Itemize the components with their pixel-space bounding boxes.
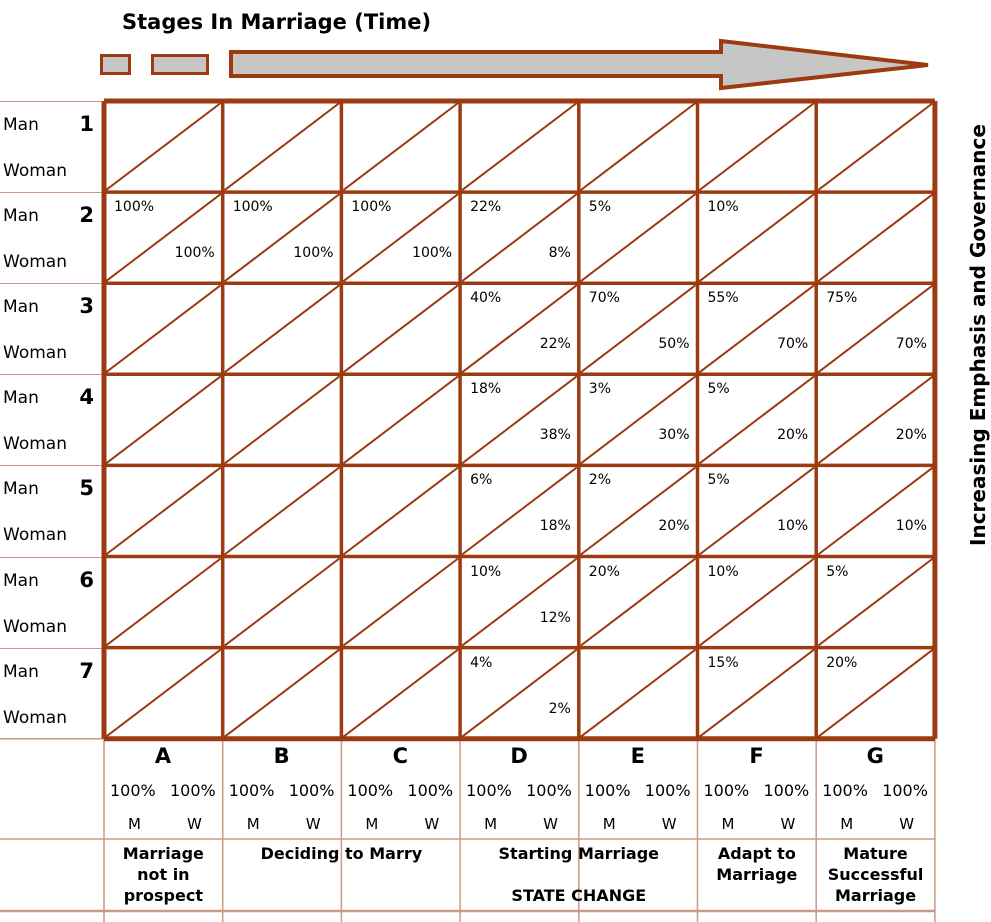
man-label: Man	[3, 388, 39, 409]
cell-diagonal	[462, 103, 577, 190]
row-number: 1	[79, 112, 94, 136]
woman-total: 100%	[170, 781, 216, 800]
man-percent: 100%	[351, 199, 392, 216]
side-axis-title: Increasing Emphasis and Governance	[966, 124, 990, 546]
woman-percent: 38%	[539, 427, 571, 444]
man-percent: 75%	[826, 290, 858, 307]
woman-percent: 50%	[658, 336, 690, 353]
cell-diagonal	[225, 559, 340, 646]
cell-diagonal	[818, 194, 933, 281]
w-label: W	[424, 815, 440, 833]
stage-line: prospect	[123, 886, 203, 905]
man-total: 100%	[584, 781, 631, 800]
man-percent: 6%	[470, 472, 493, 489]
cell-diagonal	[343, 559, 458, 646]
woman-percent: 10%	[777, 518, 809, 535]
man-percent: 100%	[114, 199, 155, 216]
woman-percent: 12%	[539, 609, 571, 626]
woman-label: Woman	[3, 161, 67, 181]
cell-diagonal	[343, 650, 458, 737]
m-label: M	[484, 815, 498, 833]
column-letter: F	[749, 744, 764, 768]
stage-line: Deciding to Marry	[260, 844, 423, 863]
cell-diagonal	[225, 285, 340, 372]
column-letter: B	[273, 744, 290, 768]
man-percent: 5%	[588, 199, 612, 216]
woman-label: Woman	[3, 707, 67, 728]
man-percent: 10%	[707, 199, 739, 216]
cell-diagonal	[343, 103, 458, 190]
woman-percent: 20%	[777, 427, 809, 444]
man-percent: 15%	[707, 654, 739, 671]
row-number: 6	[79, 567, 94, 592]
row-number: 3	[79, 294, 94, 319]
man-percent: 22%	[470, 199, 502, 216]
woman-percent: 100%	[293, 245, 334, 262]
woman-label: Woman	[3, 525, 67, 546]
diagram-title: Stages In Marriage (Time)	[122, 10, 432, 34]
m-label: M	[840, 815, 854, 833]
stage-line: Successful	[827, 865, 924, 884]
m-label: M	[721, 815, 735, 833]
stage-line: Mature	[843, 844, 908, 863]
man-percent: 10%	[707, 563, 739, 580]
man-percent: 18%	[470, 381, 502, 398]
cell-diagonal	[581, 103, 696, 190]
woman-percent: 20%	[658, 518, 690, 535]
column-letter: G	[866, 744, 884, 768]
column-letter: E	[630, 744, 645, 768]
woman-total: 100%	[644, 781, 691, 800]
w-label: W	[899, 815, 915, 833]
column-letter: D	[510, 744, 528, 768]
woman-total: 100%	[407, 781, 454, 800]
stage-line: Marriage	[834, 886, 917, 905]
man-percent: 5%	[826, 563, 849, 580]
woman-label: Woman	[3, 434, 67, 455]
cell-diagonal	[106, 467, 221, 554]
cell-diagonal	[225, 376, 340, 463]
woman-total: 100%	[763, 781, 810, 800]
cell-diagonal	[225, 650, 340, 737]
man-percent: 100%	[232, 199, 273, 216]
man-total: 100%	[228, 781, 275, 800]
woman-percent: 22%	[539, 336, 571, 353]
stage-label	[104, 843, 223, 906]
man-total: 100%	[703, 781, 750, 800]
cell-diagonal	[343, 376, 458, 463]
m-label: M	[128, 815, 141, 833]
man-percent: 10%	[470, 563, 502, 580]
man-label: Man	[3, 570, 39, 591]
w-label: W	[187, 815, 202, 833]
stage-line: Marriage	[716, 865, 798, 884]
cell-diagonal	[106, 559, 221, 646]
cell-diagonal	[700, 103, 815, 190]
man-percent: 70%	[588, 290, 620, 307]
column-letter: C	[392, 744, 409, 768]
m-label: M	[602, 815, 616, 833]
woman-percent: 70%	[895, 336, 927, 353]
cell-diagonal	[106, 103, 221, 190]
man-total: 100%	[466, 781, 512, 800]
woman-label: Woman	[3, 616, 67, 637]
w-label: W	[661, 815, 677, 833]
man-label: Man	[3, 479, 39, 500]
stage-line	[460, 864, 697, 885]
m-label: M	[246, 815, 260, 833]
man-percent: 2%	[588, 472, 612, 489]
man-percent: 5%	[707, 472, 730, 489]
column-letter: A	[154, 744, 172, 768]
woman-label: Woman	[3, 343, 67, 364]
cell-diagonal	[225, 103, 340, 190]
cell-diagonal	[225, 467, 340, 554]
cell-diagonal	[106, 650, 221, 737]
stage-label	[816, 843, 935, 906]
woman-percent: 100%	[412, 245, 453, 262]
woman-percent: 30%	[658, 427, 690, 444]
man-total: 100%	[110, 781, 156, 800]
woman-total: 100%	[882, 781, 928, 800]
woman-percent: 20%	[895, 427, 927, 444]
stage-line: Marriage	[122, 844, 204, 863]
row-number: 7	[79, 658, 94, 683]
stage-label	[460, 843, 697, 906]
woman-percent: 18%	[539, 518, 571, 535]
cell-diagonal	[106, 285, 221, 372]
cell-diagonal	[106, 376, 221, 463]
woman-percent: 10%	[895, 518, 927, 535]
woman-label: Woman	[3, 252, 67, 273]
man-percent: 3%	[588, 381, 612, 398]
cell-diagonal	[343, 285, 458, 372]
row-number: 2	[79, 203, 94, 228]
w-label: W	[305, 815, 321, 833]
row-number: 5	[79, 476, 94, 501]
man-total: 100%	[347, 781, 394, 800]
man-percent: 5%	[707, 381, 730, 398]
m-label: M	[365, 815, 379, 833]
woman-total: 100%	[288, 781, 335, 800]
woman-percent: 2%	[548, 700, 571, 717]
man-label: Man	[3, 206, 39, 227]
cell-diagonal	[818, 467, 933, 554]
man-percent: 4%	[470, 654, 493, 671]
cell-diagonal	[818, 376, 933, 463]
man-percent: 20%	[588, 563, 620, 580]
man-percent: 20%	[826, 654, 858, 671]
man-percent: 55%	[707, 290, 739, 307]
cell-diagonal	[343, 467, 458, 554]
cell-diagonal	[581, 650, 696, 737]
man-percent: 40%	[470, 290, 502, 307]
woman-percent: 100%	[174, 245, 215, 262]
stage-line: not in	[137, 865, 190, 884]
stage-label	[698, 843, 817, 885]
stage-line: Adapt to	[717, 844, 796, 863]
woman-total: 100%	[526, 781, 572, 800]
w-label: W	[780, 815, 796, 833]
row-number: 4	[79, 385, 94, 410]
stage-line: STATE CHANGE	[511, 886, 647, 905]
man-label: Man	[3, 115, 39, 135]
w-label: W	[543, 815, 558, 833]
cell-diagonal	[818, 103, 933, 190]
man-label: Man	[3, 661, 39, 682]
woman-percent: 70%	[777, 336, 809, 353]
woman-percent: 8%	[548, 245, 571, 262]
man-total: 100%	[822, 781, 868, 800]
stage-label	[223, 843, 460, 864]
man-label: Man	[3, 297, 39, 318]
stage-line: Starting Marriage	[498, 844, 660, 863]
